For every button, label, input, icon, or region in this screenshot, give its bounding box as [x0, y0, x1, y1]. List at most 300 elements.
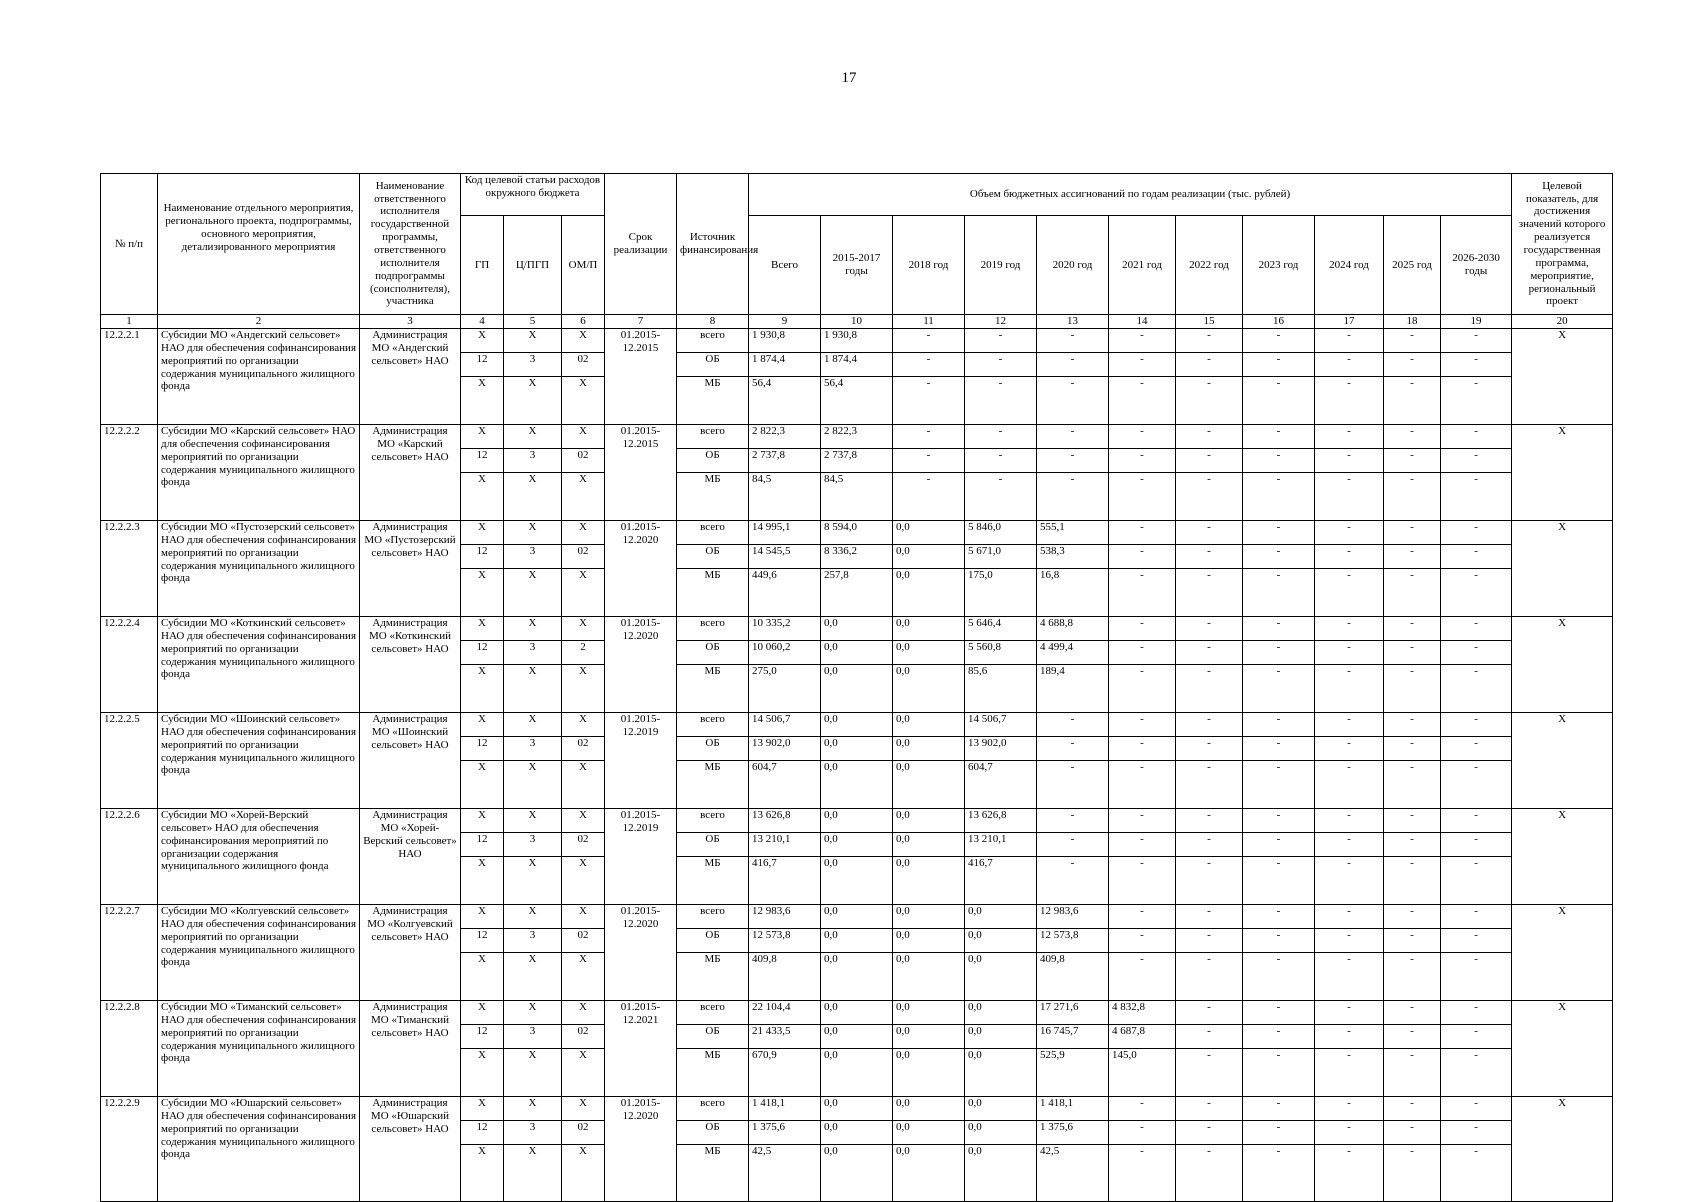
code-cpgp: Х	[504, 521, 562, 545]
year-value: 5 646,4	[965, 617, 1037, 641]
column-number: 19	[1441, 315, 1512, 329]
header-name: Наименование отдельного мероприятия, регионального проекта, подпрограммы, основного мероприятия, детализированного мероприятия	[158, 174, 360, 315]
year-value: -	[1315, 761, 1384, 809]
code-cpgp: Х	[504, 329, 562, 353]
year-value: 12 983,6	[1037, 905, 1109, 929]
year-value: -	[1109, 329, 1176, 353]
year-value: -	[1176, 569, 1243, 617]
year-value: -	[1176, 713, 1243, 737]
year-value: -	[1176, 665, 1243, 713]
code-omp: 02	[562, 833, 605, 857]
period: 01.2015-12.2020	[605, 905, 677, 1001]
year-value: 0,0	[821, 1025, 893, 1049]
header-year: 2021 год	[1109, 216, 1176, 315]
year-value: 1 418,1	[1037, 1097, 1109, 1121]
year-value: -	[1243, 929, 1315, 953]
year-value: -	[1243, 809, 1315, 833]
code-gp: Х	[461, 761, 504, 809]
year-value: 604,7	[965, 761, 1037, 809]
code-cpgp: Х	[504, 809, 562, 833]
year-value: -	[1441, 953, 1512, 1001]
year-value: -	[1243, 737, 1315, 761]
target-indicator: Х	[1512, 1001, 1613, 1097]
header-code-omp: ОМ/П	[562, 216, 605, 315]
funding-source: всего	[677, 809, 749, 833]
code-omp: Х	[562, 521, 605, 545]
year-value: -	[1441, 1049, 1512, 1097]
year-value: 0,0	[821, 665, 893, 713]
year-value: -	[1441, 545, 1512, 569]
year-value: 0,0	[965, 1097, 1037, 1121]
executor-name: Администрация МО «Хорей-Верский сельсовет» НАО	[360, 809, 461, 905]
funding-source: МБ	[677, 1145, 749, 1202]
year-value: -	[1441, 329, 1512, 353]
year-value: -	[1037, 425, 1109, 449]
year-value: -	[1315, 809, 1384, 833]
year-value: -	[1384, 473, 1441, 521]
year-value: 0,0	[821, 1145, 893, 1202]
total-value: 2 822,3	[749, 425, 821, 449]
year-value: -	[1315, 449, 1384, 473]
year-value: 5 671,0	[965, 545, 1037, 569]
year-value: -	[1315, 641, 1384, 665]
total-value: 1 930,8	[749, 329, 821, 353]
column-numbers-row	[101, 315, 1613, 329]
executor-name: Администрация МО «Пустозерский сельсовет» НАО	[360, 521, 461, 617]
total-value: 10 060,2	[749, 641, 821, 665]
year-value: -	[1109, 473, 1176, 521]
year-value: -	[1243, 1121, 1315, 1145]
year-value: 0,0	[893, 833, 965, 857]
target-indicator: Х	[1512, 905, 1613, 1001]
column-number: 3	[360, 315, 461, 329]
code-gp: 12	[461, 929, 504, 953]
year-value: 8 594,0	[821, 521, 893, 545]
measure-name: Субсидии МО «Хорей-Верский сельсовет» НАО для обеспечения софинансирования мероприятий по организации содержания муниципального жилищного фонда	[158, 809, 360, 905]
year-value: -	[1441, 569, 1512, 617]
year-value: -	[1441, 1121, 1512, 1145]
year-value: 0,0	[893, 857, 965, 905]
funding-source: всего	[677, 1097, 749, 1121]
year-value: -	[1109, 953, 1176, 1001]
total-value: 13 210,1	[749, 833, 821, 857]
year-value: -	[1384, 1097, 1441, 1121]
measure-name: Субсидии МО «Андегский сельсовет» НАО для обеспечения софинансирования мероприятий по организации содержания муниципального жилищного фонда	[158, 329, 360, 425]
year-value: -	[1243, 569, 1315, 617]
year-value: 0,0	[821, 1121, 893, 1145]
code-gp: 12	[461, 545, 504, 569]
year-value: -	[1243, 641, 1315, 665]
year-value: 0,0	[893, 737, 965, 761]
measure-name: Субсидии МО «Карский сельсовет» НАО для обеспечения софинансирования мероприятий по организации содержания муниципального жилищного фонда	[158, 425, 360, 521]
year-value: -	[1441, 473, 1512, 521]
code-omp: Х	[562, 473, 605, 521]
year-value: -	[1176, 1097, 1243, 1121]
year-value: -	[1441, 713, 1512, 737]
column-number: 8	[677, 315, 749, 329]
year-value: -	[1243, 353, 1315, 377]
year-value: -	[1176, 521, 1243, 545]
code-omp: Х	[562, 425, 605, 449]
column-number: 17	[1315, 315, 1384, 329]
funding-source: всего	[677, 617, 749, 641]
year-value: -	[1441, 857, 1512, 905]
year-value: 0,0	[965, 1121, 1037, 1145]
year-value: -	[1037, 473, 1109, 521]
year-value: -	[1176, 353, 1243, 377]
year-value: -	[1315, 1001, 1384, 1025]
code-cpgp: 3	[504, 449, 562, 473]
year-value: -	[1243, 833, 1315, 857]
total-value: 13 902,0	[749, 737, 821, 761]
year-value: -	[1384, 329, 1441, 353]
code-cpgp: Х	[504, 713, 562, 737]
code-cpgp: 3	[504, 737, 562, 761]
total-value: 56,4	[749, 377, 821, 425]
year-value: -	[1441, 761, 1512, 809]
code-gp: Х	[461, 665, 504, 713]
year-value: -	[1243, 473, 1315, 521]
target-indicator: Х	[1512, 617, 1613, 713]
code-gp: Х	[461, 1001, 504, 1025]
funding-source: ОБ	[677, 737, 749, 761]
table-row	[101, 1097, 1613, 1121]
year-value: 0,0	[893, 569, 965, 617]
year-value: -	[1176, 1145, 1243, 1202]
code-cpgp: Х	[504, 569, 562, 617]
total-value: 21 433,5	[749, 1025, 821, 1049]
code-omp: 2	[562, 641, 605, 665]
period: 01.2015-12.2021	[605, 1001, 677, 1097]
code-gp: Х	[461, 953, 504, 1001]
target-indicator: Х	[1512, 329, 1613, 425]
column-number: 1	[101, 315, 158, 329]
budget-table	[100, 173, 1613, 1202]
header-year: 2025 год	[1384, 216, 1441, 315]
year-value: 17 271,6	[1037, 1001, 1109, 1025]
year-value: -	[1315, 665, 1384, 713]
year-value: -	[1315, 929, 1384, 953]
total-value: 42,5	[749, 1145, 821, 1202]
year-value: -	[893, 329, 965, 353]
year-value: -	[1243, 1001, 1315, 1025]
header-year: 2018 год	[893, 216, 965, 315]
year-value: 14 506,7	[965, 713, 1037, 737]
total-value: 14 995,1	[749, 521, 821, 545]
year-value: -	[1109, 521, 1176, 545]
column-number: 2	[158, 315, 360, 329]
row-number: 12.2.2.7	[101, 905, 158, 1001]
total-value: 604,7	[749, 761, 821, 809]
year-value: -	[1243, 905, 1315, 929]
column-number: 11	[893, 315, 965, 329]
year-value: 16 745,7	[1037, 1025, 1109, 1049]
year-value: -	[1441, 425, 1512, 449]
code-cpgp: Х	[504, 1049, 562, 1097]
year-value: -	[1109, 713, 1176, 737]
year-value: 0,0	[893, 1145, 965, 1202]
year-value: -	[1441, 737, 1512, 761]
code-omp: 02	[562, 353, 605, 377]
code-omp: Х	[562, 953, 605, 1001]
year-value: -	[1315, 713, 1384, 737]
year-value: 0,0	[821, 953, 893, 1001]
code-omp: 02	[562, 545, 605, 569]
year-value: -	[1109, 761, 1176, 809]
code-omp: Х	[562, 377, 605, 425]
total-value: 2 737,8	[749, 449, 821, 473]
code-gp: Х	[461, 329, 504, 353]
year-value: -	[1176, 545, 1243, 569]
measure-name: Субсидии МО «Колгуевский сельсовет» НАО для обеспечения софинансирования мероприятий по организации содержания муниципального жилищного фонда	[158, 905, 360, 1001]
funding-source: всего	[677, 329, 749, 353]
funding-source: МБ	[677, 473, 749, 521]
year-value: -	[1384, 665, 1441, 713]
year-value: -	[1109, 1121, 1176, 1145]
year-value: -	[1384, 929, 1441, 953]
year-value: 56,4	[821, 377, 893, 425]
total-value: 670,9	[749, 1049, 821, 1097]
code-gp: Х	[461, 569, 504, 617]
year-value: 13 626,8	[965, 809, 1037, 833]
year-value: 0,0	[893, 665, 965, 713]
year-value: -	[1176, 1049, 1243, 1097]
code-cpgp: Х	[504, 665, 562, 713]
executor-name: Администрация МО «Тиманский сельсовет» НАО	[360, 1001, 461, 1097]
year-value: -	[1109, 569, 1176, 617]
year-value: -	[1243, 329, 1315, 353]
code-cpgp: Х	[504, 761, 562, 809]
period: 01.2015-12.2015	[605, 425, 677, 521]
code-cpgp: Х	[504, 473, 562, 521]
year-value: 0,0	[821, 833, 893, 857]
total-value: 12 573,8	[749, 929, 821, 953]
measure-name: Субсидии МО «Шоинский сельсовет» НАО для обеспечения софинансирования мероприятий по организации содержания муниципального жилищного фонда	[158, 713, 360, 809]
funding-source: ОБ	[677, 929, 749, 953]
year-value: -	[1384, 545, 1441, 569]
target-indicator: Х	[1512, 713, 1613, 809]
code-gp: 12	[461, 641, 504, 665]
header-year: 2015-2017 годы	[821, 216, 893, 315]
year-value: -	[1441, 1025, 1512, 1049]
year-value: -	[1109, 737, 1176, 761]
row-number: 12.2.2.8	[101, 1001, 158, 1097]
row-number: 12.2.2.6	[101, 809, 158, 905]
year-value: 525,9	[1037, 1049, 1109, 1097]
code-gp: Х	[461, 617, 504, 641]
funding-source: МБ	[677, 665, 749, 713]
code-cpgp: Х	[504, 425, 562, 449]
funding-source: ОБ	[677, 1121, 749, 1145]
year-value: -	[1441, 617, 1512, 641]
table-row	[101, 425, 1613, 449]
year-value: -	[893, 377, 965, 425]
total-value: 14 545,5	[749, 545, 821, 569]
year-value: -	[965, 425, 1037, 449]
year-value: 189,4	[1037, 665, 1109, 713]
total-value: 22 104,4	[749, 1001, 821, 1025]
column-number: 16	[1243, 315, 1315, 329]
code-omp: 02	[562, 449, 605, 473]
executor-name: Администрация МО «Андегский сельсовет» НАО	[360, 329, 461, 425]
year-value: -	[1441, 377, 1512, 425]
year-value: -	[1315, 1121, 1384, 1145]
year-value: 0,0	[893, 953, 965, 1001]
year-value: -	[1176, 449, 1243, 473]
year-value: -	[1441, 833, 1512, 857]
year-value: -	[1109, 641, 1176, 665]
header-year: 2023 год	[1243, 216, 1315, 315]
year-value: -	[1243, 617, 1315, 641]
year-value: -	[1176, 1121, 1243, 1145]
code-omp: Х	[562, 809, 605, 833]
year-value: 257,8	[821, 569, 893, 617]
year-value: 4 499,4	[1037, 641, 1109, 665]
table-row	[101, 617, 1613, 641]
funding-source: МБ	[677, 377, 749, 425]
header-year: 2022 год	[1176, 216, 1243, 315]
target-indicator: Х	[1512, 521, 1613, 617]
executor-name: Администрация МО «Карский сельсовет» НАО	[360, 425, 461, 521]
year-value: -	[1315, 905, 1384, 929]
code-cpgp: 3	[504, 545, 562, 569]
target-indicator: Х	[1512, 425, 1613, 521]
year-value: -	[1315, 1145, 1384, 1202]
year-value: -	[1176, 833, 1243, 857]
year-value: -	[1176, 473, 1243, 521]
table-row	[101, 329, 1613, 353]
year-value: -	[1315, 617, 1384, 641]
year-value: -	[1037, 833, 1109, 857]
year-value: -	[1037, 353, 1109, 377]
code-gp: 12	[461, 449, 504, 473]
year-value: -	[1243, 545, 1315, 569]
year-value: -	[1315, 353, 1384, 377]
column-number: 6	[562, 315, 605, 329]
funding-source: ОБ	[677, 545, 749, 569]
year-value: -	[1176, 1025, 1243, 1049]
code-gp: 12	[461, 353, 504, 377]
year-value: -	[1384, 809, 1441, 833]
year-value: -	[1441, 1001, 1512, 1025]
code-cpgp: Х	[504, 1001, 562, 1025]
column-number: 18	[1384, 315, 1441, 329]
year-value: -	[1384, 833, 1441, 857]
year-value: -	[1176, 1001, 1243, 1025]
year-value: -	[1109, 449, 1176, 473]
column-number: 13	[1037, 315, 1109, 329]
year-value: -	[1109, 809, 1176, 833]
year-value: -	[1243, 521, 1315, 545]
header-executor: Наименование ответственного исполнителя государственной программы, ответственного исполнителя подпрограммы (соисполнителя), участника	[360, 174, 461, 315]
year-value: -	[1441, 1097, 1512, 1121]
year-value: -	[1315, 1049, 1384, 1097]
year-value: -	[1243, 1049, 1315, 1097]
funding-source: всего	[677, 713, 749, 737]
executor-name: Администрация МО «Шоинский сельсовет» НАО	[360, 713, 461, 809]
code-omp: Х	[562, 617, 605, 641]
year-value: 0,0	[821, 905, 893, 929]
year-value: 0,0	[893, 1025, 965, 1049]
year-value: -	[1243, 449, 1315, 473]
code-gp: Х	[461, 809, 504, 833]
year-value: -	[1037, 809, 1109, 833]
executor-name: Администрация МО «Коткинский сельсовет» НАО	[360, 617, 461, 713]
year-value: 416,7	[965, 857, 1037, 905]
year-value: 0,0	[821, 641, 893, 665]
year-value: 2 737,8	[821, 449, 893, 473]
code-gp: Х	[461, 905, 504, 929]
year-value: -	[1384, 1025, 1441, 1049]
code-omp: Х	[562, 665, 605, 713]
year-value: -	[893, 473, 965, 521]
header-source: Источник финансирования	[677, 174, 749, 315]
year-value: -	[1243, 761, 1315, 809]
year-value: 0,0	[965, 1001, 1037, 1025]
code-gp: Х	[461, 1097, 504, 1121]
year-value: -	[1315, 521, 1384, 545]
code-cpgp: 3	[504, 833, 562, 857]
year-value: 0,0	[893, 1049, 965, 1097]
year-value: -	[1109, 929, 1176, 953]
executor-name: Администрация МО «Колгуевский сельсовет» НАО	[360, 905, 461, 1001]
year-value: -	[1037, 449, 1109, 473]
funding-source: МБ	[677, 1049, 749, 1097]
year-value: 0,0	[821, 929, 893, 953]
funding-source: МБ	[677, 569, 749, 617]
year-value: -	[1109, 1145, 1176, 1202]
code-gp: Х	[461, 377, 504, 425]
code-gp: Х	[461, 473, 504, 521]
year-value: -	[1441, 665, 1512, 713]
funding-source: ОБ	[677, 1025, 749, 1049]
year-value: -	[965, 473, 1037, 521]
year-value: 1 930,8	[821, 329, 893, 353]
year-value: -	[1109, 905, 1176, 929]
period: 01.2015-12.2020	[605, 617, 677, 713]
year-value: 0,0	[821, 809, 893, 833]
year-value: 0,0	[893, 761, 965, 809]
year-value: 0,0	[893, 1097, 965, 1121]
code-gp: Х	[461, 425, 504, 449]
year-value: 0,0	[821, 1001, 893, 1025]
header-num: № п/п	[101, 174, 158, 315]
total-value: 14 506,7	[749, 713, 821, 737]
measure-name: Субсидии МО «Пустозерский сельсовет» НАО для обеспечения софинансирования мероприятий по организации содержания муниципального жилищного фонда	[158, 521, 360, 617]
year-value: -	[1384, 953, 1441, 1001]
header-year: 2026-2030 годы	[1441, 216, 1512, 315]
year-value: -	[1315, 737, 1384, 761]
year-value: 538,3	[1037, 545, 1109, 569]
year-value: -	[1441, 641, 1512, 665]
page-number: 17	[841, 70, 857, 86]
year-value: -	[1315, 857, 1384, 905]
code-omp: Х	[562, 1097, 605, 1121]
period: 01.2015-12.2019	[605, 713, 677, 809]
year-value: -	[1441, 353, 1512, 377]
column-number: 9	[749, 315, 821, 329]
total-value: 1 418,1	[749, 1097, 821, 1121]
year-value: -	[1176, 329, 1243, 353]
row-number: 12.2.2.3	[101, 521, 158, 617]
header-year: 2020 год	[1037, 216, 1109, 315]
code-cpgp: 3	[504, 641, 562, 665]
code-gp: Х	[461, 713, 504, 737]
year-value: 0,0	[893, 545, 965, 569]
column-number: 5	[504, 315, 562, 329]
measure-name: Субсидии МО «Тиманский сельсовет» НАО для обеспечения софинансирования мероприятий по организации содержания муниципального жилищного фонда	[158, 1001, 360, 1097]
funding-source: всего	[677, 1001, 749, 1025]
